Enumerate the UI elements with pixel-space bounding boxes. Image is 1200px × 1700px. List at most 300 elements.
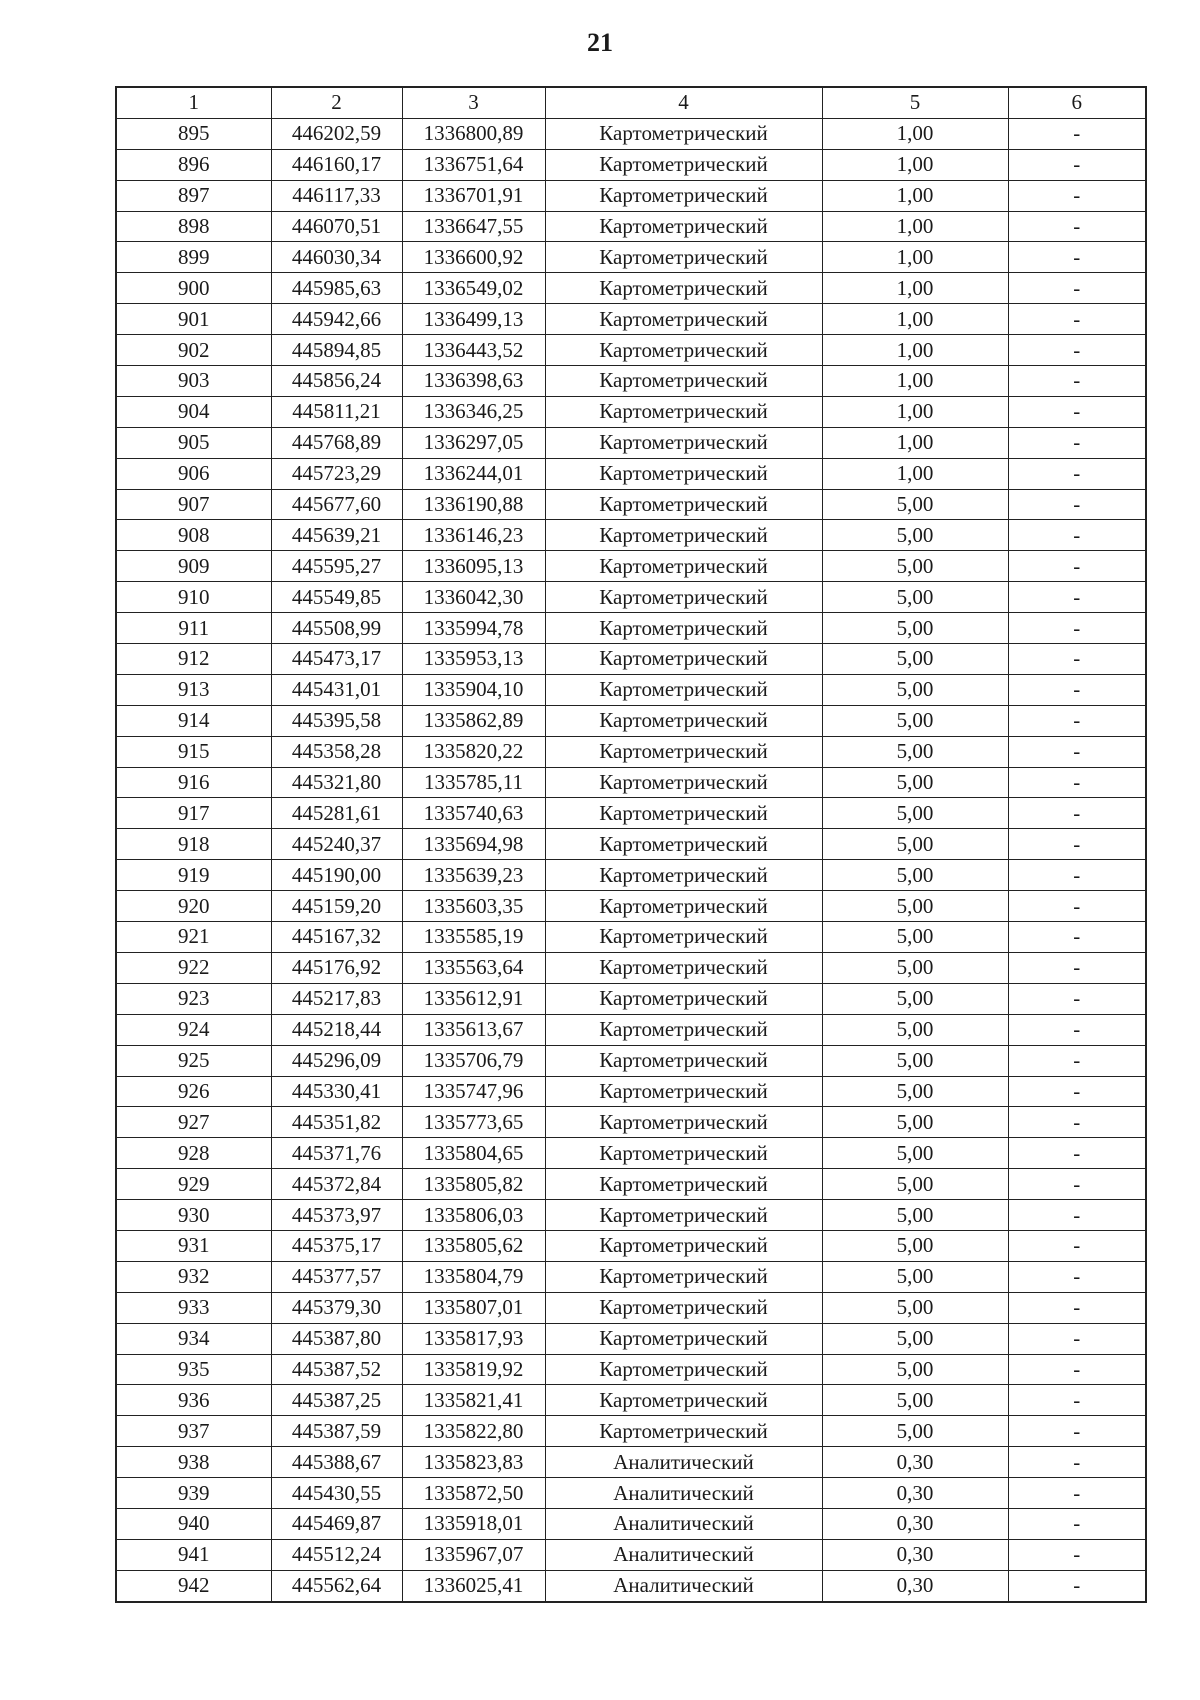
table-row [116, 1570, 1146, 1601]
table-row [116, 952, 1146, 983]
y-coordinate-cell: 1335612,91 [402, 983, 545, 1014]
method-cell: Картометрический [545, 520, 822, 551]
table-row [116, 520, 1146, 551]
method-cell: Картометрический [545, 1014, 822, 1045]
x-coordinate-cell: 445473,17 [271, 644, 402, 675]
y-coordinate-cell: 1336600,92 [402, 242, 545, 273]
y-coordinate-cell: 1336499,13 [402, 304, 545, 335]
note-cell: - [1008, 952, 1146, 983]
table-row [116, 180, 1146, 211]
point-number-cell: 903 [116, 366, 271, 397]
accuracy-cell: 5,00 [822, 1323, 1008, 1354]
note-cell: - [1008, 242, 1146, 273]
table-row [116, 1539, 1146, 1570]
note-cell: - [1008, 211, 1146, 242]
y-coordinate-cell: 1335822,80 [402, 1416, 545, 1447]
table-row [116, 705, 1146, 736]
accuracy-cell: 0,30 [822, 1447, 1008, 1478]
point-number-cell: 922 [116, 952, 271, 983]
y-coordinate-cell: 1335807,01 [402, 1292, 545, 1323]
x-coordinate-cell: 445395,58 [271, 705, 402, 736]
y-coordinate-cell: 1336042,30 [402, 582, 545, 613]
x-coordinate-cell: 445985,63 [271, 273, 402, 304]
method-cell: Картометрический [545, 891, 822, 922]
note-cell: - [1008, 1200, 1146, 1231]
accuracy-cell: 5,00 [822, 674, 1008, 705]
accuracy-cell: 1,00 [822, 273, 1008, 304]
y-coordinate-cell: 1335603,35 [402, 891, 545, 922]
table-row [116, 427, 1146, 458]
column-header-1: 1 [116, 87, 271, 118]
accuracy-cell: 5,00 [822, 1385, 1008, 1416]
x-coordinate-cell: 445856,24 [271, 366, 402, 397]
x-coordinate-cell: 445639,21 [271, 520, 402, 551]
method-cell: Картометрический [545, 335, 822, 366]
method-cell: Картометрический [545, 1416, 822, 1447]
y-coordinate-cell: 1335805,82 [402, 1169, 545, 1200]
y-coordinate-cell: 1335953,13 [402, 644, 545, 675]
note-cell: - [1008, 1138, 1146, 1169]
table-row [116, 1014, 1146, 1045]
method-cell: Картометрический [545, 551, 822, 582]
accuracy-cell: 0,30 [822, 1508, 1008, 1539]
table-row [116, 1200, 1146, 1231]
x-coordinate-cell: 445371,76 [271, 1138, 402, 1169]
method-cell: Картометрический [545, 180, 822, 211]
table-row [116, 551, 1146, 582]
point-number-cell: 939 [116, 1478, 271, 1509]
x-coordinate-cell: 445942,66 [271, 304, 402, 335]
note-cell: - [1008, 1508, 1146, 1539]
y-coordinate-cell: 1336190,88 [402, 489, 545, 520]
note-cell: - [1008, 118, 1146, 149]
table-row [116, 736, 1146, 767]
method-cell: Картометрический [545, 952, 822, 983]
accuracy-cell: 1,00 [822, 396, 1008, 427]
method-cell: Картометрический [545, 705, 822, 736]
y-coordinate-cell: 1335694,98 [402, 829, 545, 860]
note-cell: - [1008, 705, 1146, 736]
table-row [116, 1354, 1146, 1385]
column-header-5: 5 [822, 87, 1008, 118]
note-cell: - [1008, 613, 1146, 644]
accuracy-cell: 1,00 [822, 335, 1008, 366]
note-cell: - [1008, 335, 1146, 366]
point-number-cell: 896 [116, 149, 271, 180]
column-header-2: 2 [271, 87, 402, 118]
method-cell: Картометрический [545, 242, 822, 273]
note-cell: - [1008, 458, 1146, 489]
y-coordinate-cell: 1335613,67 [402, 1014, 545, 1045]
x-coordinate-cell: 445595,27 [271, 551, 402, 582]
y-coordinate-cell: 1335904,10 [402, 674, 545, 705]
table-row [116, 922, 1146, 953]
point-number-cell: 936 [116, 1385, 271, 1416]
x-coordinate-cell: 445159,20 [271, 891, 402, 922]
column-header-4: 4 [545, 87, 822, 118]
point-number-cell: 916 [116, 767, 271, 798]
table-row [116, 1447, 1146, 1478]
point-number-cell: 910 [116, 582, 271, 613]
y-coordinate-cell: 1336398,63 [402, 366, 545, 397]
point-number-cell: 919 [116, 860, 271, 891]
table-row [116, 335, 1146, 366]
accuracy-cell: 5,00 [822, 983, 1008, 1014]
accuracy-cell: 1,00 [822, 366, 1008, 397]
point-number-cell: 927 [116, 1107, 271, 1138]
note-cell: - [1008, 736, 1146, 767]
accuracy-cell: 5,00 [822, 922, 1008, 953]
x-coordinate-cell: 445379,30 [271, 1292, 402, 1323]
accuracy-cell: 0,30 [822, 1570, 1008, 1601]
point-number-cell: 915 [116, 736, 271, 767]
table-row [116, 829, 1146, 860]
point-number-cell: 902 [116, 335, 271, 366]
y-coordinate-cell: 1335918,01 [402, 1508, 545, 1539]
point-number-cell: 904 [116, 396, 271, 427]
accuracy-cell: 5,00 [822, 1076, 1008, 1107]
method-cell: Картометрический [545, 458, 822, 489]
y-coordinate-cell: 1335821,41 [402, 1385, 545, 1416]
accuracy-cell: 5,00 [822, 489, 1008, 520]
note-cell: - [1008, 1261, 1146, 1292]
point-number-cell: 942 [116, 1570, 271, 1601]
x-coordinate-cell: 446070,51 [271, 211, 402, 242]
note-cell: - [1008, 1230, 1146, 1261]
method-cell: Картометрический [545, 1385, 822, 1416]
x-coordinate-cell: 445387,59 [271, 1416, 402, 1447]
accuracy-cell: 5,00 [822, 1261, 1008, 1292]
point-number-cell: 921 [116, 922, 271, 953]
table-row [116, 1107, 1146, 1138]
table-row [116, 1508, 1146, 1539]
x-coordinate-cell: 445377,57 [271, 1261, 402, 1292]
x-coordinate-cell: 445508,99 [271, 613, 402, 644]
x-coordinate-cell: 445281,61 [271, 798, 402, 829]
note-cell: - [1008, 1354, 1146, 1385]
method-cell: Картометрический [545, 1292, 822, 1323]
note-cell: - [1008, 180, 1146, 211]
y-coordinate-cell: 1335585,19 [402, 922, 545, 953]
y-coordinate-cell: 1335994,78 [402, 613, 545, 644]
method-cell: Картометрический [545, 767, 822, 798]
point-number-cell: 928 [116, 1138, 271, 1169]
note-cell: - [1008, 674, 1146, 705]
note-cell: - [1008, 891, 1146, 922]
note-cell: - [1008, 396, 1146, 427]
note-cell: - [1008, 1014, 1146, 1045]
point-number-cell: 920 [116, 891, 271, 922]
x-coordinate-cell: 445240,37 [271, 829, 402, 860]
accuracy-cell: 0,30 [822, 1539, 1008, 1570]
note-cell: - [1008, 1539, 1146, 1570]
note-cell: - [1008, 1045, 1146, 1076]
note-cell: - [1008, 1447, 1146, 1478]
point-number-cell: 897 [116, 180, 271, 211]
note-cell: - [1008, 1478, 1146, 1509]
point-number-cell: 908 [116, 520, 271, 551]
y-coordinate-cell: 1335823,83 [402, 1447, 545, 1478]
point-number-cell: 906 [116, 458, 271, 489]
y-coordinate-cell: 1336095,13 [402, 551, 545, 582]
note-cell: - [1008, 644, 1146, 675]
x-coordinate-cell: 445218,44 [271, 1014, 402, 1045]
method-cell: Картометрический [545, 644, 822, 675]
method-cell: Картометрический [545, 674, 822, 705]
x-coordinate-cell: 446160,17 [271, 149, 402, 180]
method-cell: Картометрический [545, 798, 822, 829]
y-coordinate-cell: 1335740,63 [402, 798, 545, 829]
table-row [116, 1230, 1146, 1261]
y-coordinate-cell: 1335806,03 [402, 1200, 545, 1231]
note-cell: - [1008, 582, 1146, 613]
point-number-cell: 907 [116, 489, 271, 520]
point-number-cell: 935 [116, 1354, 271, 1385]
x-coordinate-cell: 445388,67 [271, 1447, 402, 1478]
note-cell: - [1008, 1076, 1146, 1107]
table-row [116, 211, 1146, 242]
x-coordinate-cell: 446030,34 [271, 242, 402, 273]
x-coordinate-cell: 445167,32 [271, 922, 402, 953]
accuracy-cell: 5,00 [822, 798, 1008, 829]
accuracy-cell: 1,00 [822, 118, 1008, 149]
point-number-cell: 913 [116, 674, 271, 705]
y-coordinate-cell: 1335817,93 [402, 1323, 545, 1354]
accuracy-cell: 5,00 [822, 952, 1008, 983]
page-number: 21 [587, 28, 613, 57]
coordinates-table [115, 86, 1147, 1603]
accuracy-cell: 5,00 [822, 767, 1008, 798]
x-coordinate-cell: 445296,09 [271, 1045, 402, 1076]
y-coordinate-cell: 1336701,91 [402, 180, 545, 211]
point-number-cell: 918 [116, 829, 271, 860]
accuracy-cell: 5,00 [822, 1292, 1008, 1323]
x-coordinate-cell: 445894,85 [271, 335, 402, 366]
note-cell: - [1008, 427, 1146, 458]
y-coordinate-cell: 1335706,79 [402, 1045, 545, 1076]
method-cell: Аналитический [545, 1478, 822, 1509]
accuracy-cell: 5,00 [822, 1416, 1008, 1447]
point-number-cell: 934 [116, 1323, 271, 1354]
x-coordinate-cell: 445351,82 [271, 1107, 402, 1138]
point-number-cell: 933 [116, 1292, 271, 1323]
method-cell: Картометрический [545, 922, 822, 953]
x-coordinate-cell: 445375,17 [271, 1230, 402, 1261]
method-cell: Картометрический [545, 427, 822, 458]
y-coordinate-cell: 1335819,92 [402, 1354, 545, 1385]
x-coordinate-cell: 446117,33 [271, 180, 402, 211]
method-cell: Картометрический [545, 489, 822, 520]
note-cell: - [1008, 829, 1146, 860]
point-number-cell: 940 [116, 1508, 271, 1539]
x-coordinate-cell: 445190,00 [271, 860, 402, 891]
y-coordinate-cell: 1335805,62 [402, 1230, 545, 1261]
table-row [116, 1478, 1146, 1509]
x-coordinate-cell: 445512,24 [271, 1539, 402, 1570]
accuracy-cell: 1,00 [822, 304, 1008, 335]
accuracy-cell: 5,00 [822, 891, 1008, 922]
note-cell: - [1008, 520, 1146, 551]
table-row [116, 1385, 1146, 1416]
point-number-cell: 905 [116, 427, 271, 458]
note-cell: - [1008, 1570, 1146, 1601]
x-coordinate-cell: 445768,89 [271, 427, 402, 458]
note-cell: - [1008, 304, 1146, 335]
table-row [116, 1169, 1146, 1200]
method-cell: Картометрический [545, 396, 822, 427]
y-coordinate-cell: 1336549,02 [402, 273, 545, 304]
table-row [116, 366, 1146, 397]
note-cell: - [1008, 273, 1146, 304]
x-coordinate-cell: 445723,29 [271, 458, 402, 489]
method-cell: Аналитический [545, 1570, 822, 1601]
x-coordinate-cell: 445330,41 [271, 1076, 402, 1107]
accuracy-cell: 1,00 [822, 427, 1008, 458]
note-cell: - [1008, 366, 1146, 397]
accuracy-cell: 1,00 [822, 242, 1008, 273]
y-coordinate-cell: 1335804,65 [402, 1138, 545, 1169]
method-cell: Картометрический [545, 613, 822, 644]
table-row [116, 1292, 1146, 1323]
table-row [116, 891, 1146, 922]
note-cell: - [1008, 1385, 1146, 1416]
point-number-cell: 912 [116, 644, 271, 675]
x-coordinate-cell: 445677,60 [271, 489, 402, 520]
method-cell: Картометрический [545, 1107, 822, 1138]
point-number-cell: 901 [116, 304, 271, 335]
accuracy-cell: 5,00 [822, 705, 1008, 736]
point-number-cell: 941 [116, 1539, 271, 1570]
table-row [116, 1076, 1146, 1107]
method-cell: Картометрический [545, 1261, 822, 1292]
y-coordinate-cell: 1335820,22 [402, 736, 545, 767]
point-number-cell: 909 [116, 551, 271, 582]
y-coordinate-cell: 1335639,23 [402, 860, 545, 891]
accuracy-cell: 5,00 [822, 520, 1008, 551]
y-coordinate-cell: 1336244,01 [402, 458, 545, 489]
table-row [116, 118, 1146, 149]
method-cell: Картометрический [545, 829, 822, 860]
point-number-cell: 898 [116, 211, 271, 242]
point-number-cell: 911 [116, 613, 271, 644]
note-cell: - [1008, 1169, 1146, 1200]
point-number-cell: 931 [116, 1230, 271, 1261]
y-coordinate-cell: 1335967,07 [402, 1539, 545, 1570]
table-row [116, 1416, 1146, 1447]
table-row [116, 798, 1146, 829]
x-coordinate-cell: 445431,01 [271, 674, 402, 705]
table-row [116, 149, 1146, 180]
accuracy-cell: 5,00 [822, 551, 1008, 582]
y-coordinate-cell: 1336800,89 [402, 118, 545, 149]
table-row [116, 674, 1146, 705]
table-row [116, 613, 1146, 644]
y-coordinate-cell: 1335785,11 [402, 767, 545, 798]
method-cell: Картометрический [545, 149, 822, 180]
accuracy-cell: 1,00 [822, 180, 1008, 211]
y-coordinate-cell: 1335563,64 [402, 952, 545, 983]
table-row [116, 1138, 1146, 1169]
point-number-cell: 926 [116, 1076, 271, 1107]
table-body [116, 118, 1146, 1601]
y-coordinate-cell: 1335872,50 [402, 1478, 545, 1509]
method-cell: Картометрический [545, 211, 822, 242]
table-row [116, 396, 1146, 427]
note-cell: - [1008, 860, 1146, 891]
column-header-6: 6 [1008, 87, 1146, 118]
y-coordinate-cell: 1336647,55 [402, 211, 545, 242]
y-coordinate-cell: 1336751,64 [402, 149, 545, 180]
note-cell: - [1008, 983, 1146, 1014]
method-cell: Картометрический [545, 304, 822, 335]
accuracy-cell: 5,00 [822, 1107, 1008, 1138]
point-number-cell: 899 [116, 242, 271, 273]
method-cell: Картометрический [545, 983, 822, 1014]
table-row [116, 767, 1146, 798]
method-cell: Картометрический [545, 1045, 822, 1076]
table-row [116, 1261, 1146, 1292]
accuracy-cell: 5,00 [822, 582, 1008, 613]
note-cell: - [1008, 922, 1146, 953]
point-number-cell: 924 [116, 1014, 271, 1045]
x-coordinate-cell: 445373,97 [271, 1200, 402, 1231]
y-coordinate-cell: 1336443,52 [402, 335, 545, 366]
table-row [116, 1323, 1146, 1354]
note-cell: - [1008, 551, 1146, 582]
method-cell: Картометрический [545, 1354, 822, 1385]
method-cell: Картометрический [545, 860, 822, 891]
method-cell: Картометрический [545, 582, 822, 613]
accuracy-cell: 5,00 [822, 1045, 1008, 1076]
table-row [116, 242, 1146, 273]
method-cell: Картометрический [545, 1230, 822, 1261]
accuracy-cell: 5,00 [822, 1138, 1008, 1169]
y-coordinate-cell: 1335747,96 [402, 1076, 545, 1107]
x-coordinate-cell: 445372,84 [271, 1169, 402, 1200]
accuracy-cell: 5,00 [822, 1200, 1008, 1231]
point-number-cell: 929 [116, 1169, 271, 1200]
x-coordinate-cell: 445430,55 [271, 1478, 402, 1509]
accuracy-cell: 5,00 [822, 1230, 1008, 1261]
accuracy-cell: 5,00 [822, 1354, 1008, 1385]
method-cell: Картометрический [545, 1076, 822, 1107]
accuracy-cell: 5,00 [822, 736, 1008, 767]
x-coordinate-cell: 445217,83 [271, 983, 402, 1014]
note-cell: - [1008, 767, 1146, 798]
point-number-cell: 925 [116, 1045, 271, 1076]
method-cell: Картометрический [545, 1169, 822, 1200]
y-coordinate-cell: 1336025,41 [402, 1570, 545, 1601]
accuracy-cell: 5,00 [822, 1014, 1008, 1045]
note-cell: - [1008, 1292, 1146, 1323]
y-coordinate-cell: 1336346,25 [402, 396, 545, 427]
table-row [116, 582, 1146, 613]
accuracy-cell: 5,00 [822, 613, 1008, 644]
table-row [116, 273, 1146, 304]
point-number-cell: 923 [116, 983, 271, 1014]
point-number-cell: 917 [116, 798, 271, 829]
table-row [116, 983, 1146, 1014]
note-cell: - [1008, 489, 1146, 520]
accuracy-cell: 5,00 [822, 644, 1008, 675]
x-coordinate-cell: 445321,80 [271, 767, 402, 798]
point-number-cell: 930 [116, 1200, 271, 1231]
x-coordinate-cell: 446202,59 [271, 118, 402, 149]
y-coordinate-cell: 1335862,89 [402, 705, 545, 736]
method-cell: Картометрический [545, 1200, 822, 1231]
y-coordinate-cell: 1335773,65 [402, 1107, 545, 1138]
accuracy-cell: 1,00 [822, 458, 1008, 489]
